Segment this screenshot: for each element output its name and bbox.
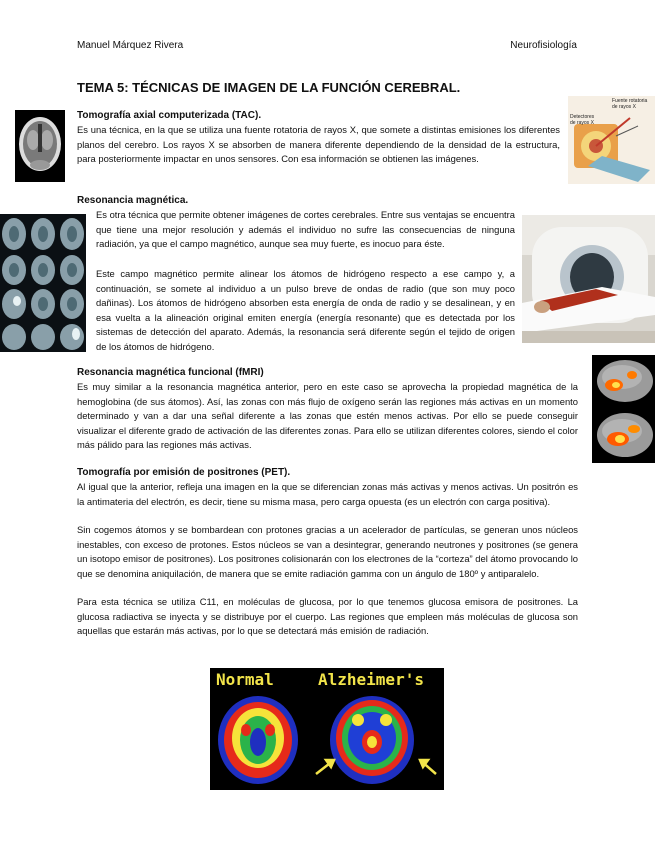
section-heading-tac: Tomografía axial computerizada (TAC).: [77, 110, 262, 121]
diagram-label-source: Fuente rotatoria de rayos X: [612, 98, 648, 110]
mri-slices-image: [0, 214, 86, 352]
pet-brain-normal: [218, 696, 298, 784]
paragraph-pet-1: Al igual que la anterior, refleja una imagen en la que se diferencian zonas más activas y menos activas. Un positrón es la antimateria del electrón, es decir, tiene su misma masa, pero carga opuesta (es un electrón con carga positiva).: [77, 481, 578, 507]
paragraph-fmri: Es muy similar a la resonancia magnética anterior, pero en este caso se aprovecha la propiedad magnética de la hemoglobina (de sus átomos). Así, las zonas con más flujo de oxígeno serán las regiones más activas en un momento determinado y van a dar una señal diferente a las zonas que estén menos activas. Por ello se puede conseguir visualizar el diferente grado de activación de las diferentes zonas. Para ello se utilizan diferentes colores, siendo el color más pálido para las regiones más activas.: [77, 381, 578, 451]
section-heading-rm: Resonancia magnética.: [77, 195, 189, 206]
fmri-brain-images: [592, 355, 655, 463]
pet-brain-alzheimers: [330, 696, 414, 784]
pet-label-alzheimers: Alzheimer's: [318, 670, 424, 689]
pet-label-normal: Normal: [216, 670, 274, 689]
header-author: Manuel Márquez Rivera: [77, 40, 184, 51]
pet-comparison-image: [210, 668, 444, 790]
paragraph-rm-2: Este campo magnético permite alinear los átomos de hidrógeno respecto a ese campo y, a continuación, se somete al individuo a un pulso breve de ondas de radio (que son muy poco dañinas). Los átomos de hidrógeno absorben esta energía de onda de radio y se desalinean, y en esa vuelta a la alineación original emiten energía (energía resonante) que es detectada por los sistemas de detección del aparato. Además, la resonancia será diferente según el tejido de origen de los átomos de hidrógeno.: [96, 268, 515, 352]
paragraph-rm-1: Es otra técnica que permite obtener imágenes de cortes cerebrales. Entre sus ventajas se encuentra que tiene una mejor resolución y además el individuo no sufre las consecuencias de ninguna radiación, ya que el campo magnético, aunque sea muy fuerte, es inocuo para éste.: [96, 209, 515, 250]
diagram-label-detectors: Detectores de rayos X: [570, 114, 595, 126]
section-heading-fmri: Resonancia magnética funcional (fMRI): [77, 367, 264, 378]
mri-scanner-photo: [522, 215, 655, 343]
ct-scanner-diagram: [568, 96, 655, 184]
header-subject: Neurofisiología: [510, 40, 577, 51]
page-title: TEMA 5: TÉCNICAS DE IMAGEN DE LA FUNCIÓN CEREBRAL.: [77, 80, 461, 95]
paragraph-pet-3: Para esta técnica se utiliza C11, en moléculas de glucosa, por lo que tenemos glucosa emisora de positrones. La glucosa radiactiva se inyecta y se distribuye por el cuerpo. Las regiones que empleen más moléculas de glucosa son aquellas que estarán más activas, por lo que se detectará más emisión de radiación.: [77, 596, 578, 637]
paragraph-tac: Es una técnica, en la que se utiliza una fuente rotatoria de rayos X, que somete a distintas emisiones los diferentes planos del cerebro. Los rayos X se absorben de manera diferente dependiendo de la densidad de la estructura, para posteriormente impactar en unos sensores. Con esa información se obtienen las imágenes.: [77, 124, 560, 165]
ct-brain-image: [15, 110, 65, 182]
section-heading-pet: Tomografía por emisión de positrones (PET).: [77, 467, 291, 478]
paragraph-pet-2: Sin cogemos átomos y se bombardean con protones gracias a un acelerador de partículas, se generan unos núcleos inestables, con exceso de protones. Estos núcleos se van a desintegrar, generando neutrones y positrones (se genera un isotopo emisor de positrones). Los positrones colisionarán con los electrones de la “corteza” del átomo provocando lo que se denomina aniquilación, de manera que se emite radiación gamma con un ángulo de 180º y antiparalelo.: [77, 524, 578, 579]
